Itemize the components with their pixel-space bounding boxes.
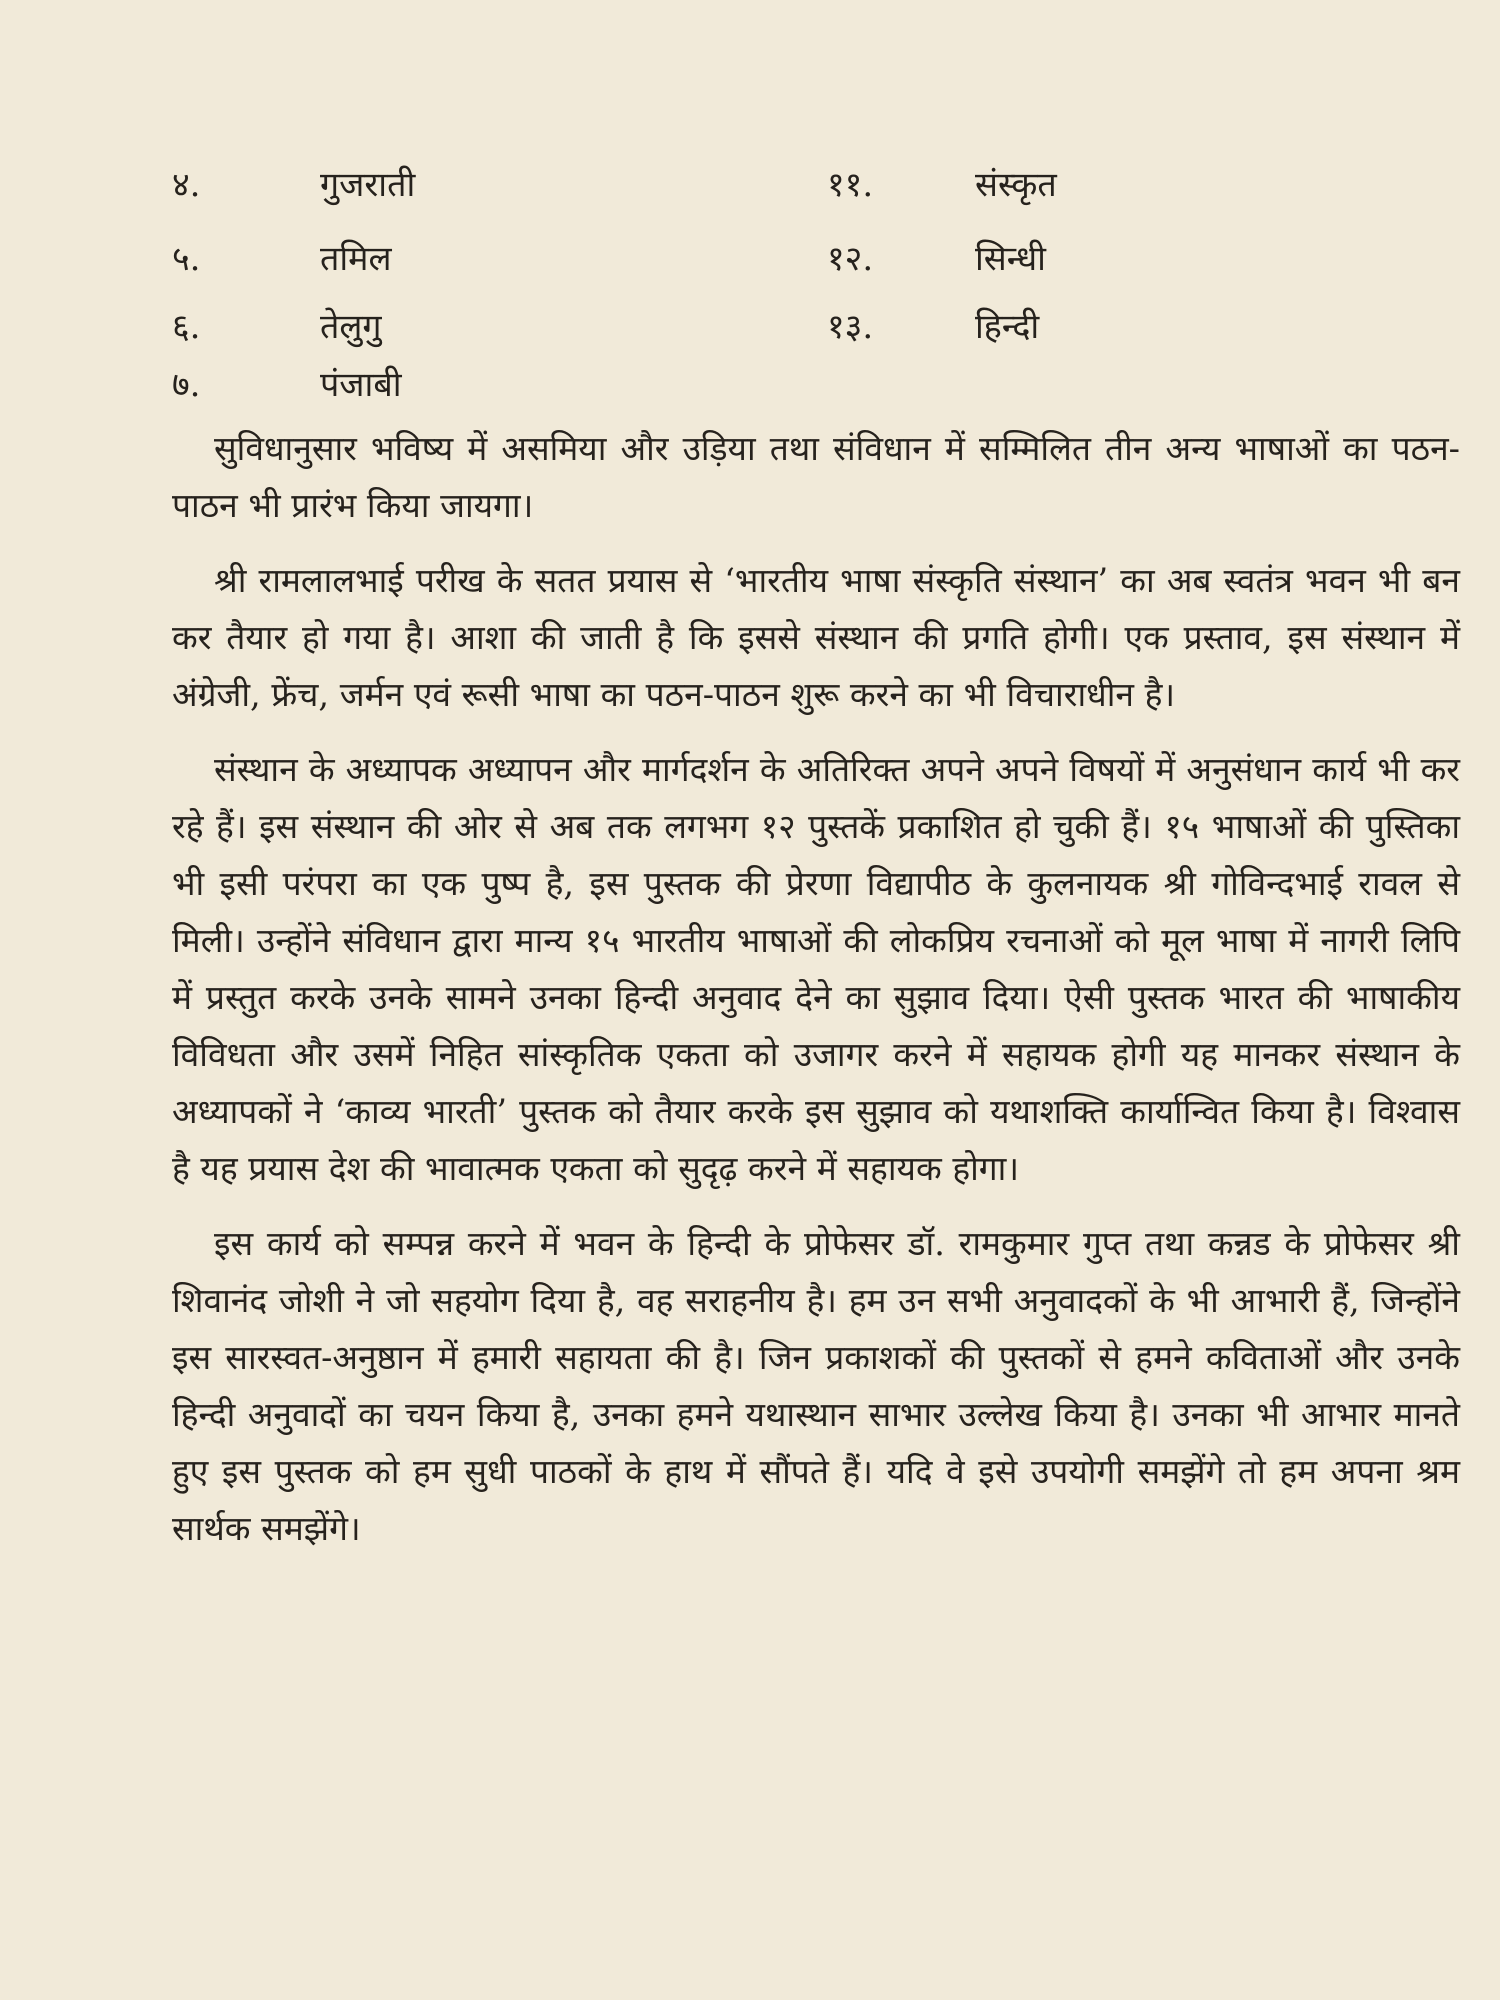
language-number: ११. [827, 165, 874, 205]
language-name: तमिल [320, 239, 392, 279]
language-name: पंजाबी [320, 365, 402, 405]
language-number: ४. [172, 165, 201, 205]
language-number: ५. [172, 239, 201, 279]
paragraph: इस कार्य को सम्पन्न करने में भवन के हिन्दी के प्रोफेसर डॉ. रामकुमार गुप्त तथा कन्नड के प्रोफेसर श्री शिवानंद जोशी ने जो सहयोग दिया है, वह सराहनीय है। हम उन सभी अनुवादकों के भी आभारी हैं, जिन्होंने इस सारस्वत-अनुष्ठान में हमारी सहायता की है। जिन प्रकाशकों की पुस्तकों से हमने कविताओं और उनके हिन्दी अनुवादों का चयन किया है, उनका हमने यथास्थान साभार उल्लेख किया है। उनका भी आभार मानते हुए इस पुस्तक को हम सुधी पाठकों के हाथ में सौंपते हैं। यदि वे इसे उपयोगी समझेंगे तो हम अपना श्रम सार्थक समझेंगे। [172, 1224, 1460, 1548]
language-name: सिन्धी [975, 239, 1046, 279]
language-name: संस्कृत [975, 165, 1057, 205]
language-list [172, 150, 1460, 420]
language-name: हिन्दी [975, 307, 1040, 347]
language-number: ७. [172, 365, 201, 405]
paragraph: श्री रामलालभाई परीख के सतत प्रयास से ‘भारतीय भाषा संस्कृति संस्थान’ का अब स्वतंत्र भवन भी बन कर तैयार हो गया है। आशा की जाती है कि इससे संस्थान की प्रगति होगी। एक प्रस्ताव, इस संस्थान में अंग्रेजी, फ्रेंच, जर्मन एवं रूसी भाषा का पठन-पाठन शुरू करने का भी विचाराधीन है। [172, 561, 1460, 714]
language-name: तेलुगु [320, 307, 382, 347]
language-number: ६. [172, 307, 201, 347]
language-name: गुजराती [320, 165, 416, 205]
paragraph: सुविधानुसार भविष्य में असमिया और उड़िया तथा संविधान में सम्मिलित तीन अन्य भाषाओं का पठन-पाठन भी प्रारंभ किया जायगा। [172, 429, 1460, 525]
language-number: १३. [827, 307, 874, 347]
language-number: १२. [827, 239, 874, 279]
paragraph: संस्थान के अध्यापक अध्यापन और मार्गदर्शन के अतिरिक्त अपने अपने विषयों में अनुसंधान कार्य भी कर रहे हैं। इस संस्थान की ओर से अब तक लगभग १२ पुस्तकें प्रकाशित हो चुकी हैं। १५ भाषाओं की पुस्तिका भी इसी परंपरा का एक पुष्प है, इस पुस्तक की प्रेरणा विद्यापीठ के कुलनायक श्री गोविन्दभाई रावल से मिली। उन्होंने संविधान द्वारा मान्य १५ भारतीय भाषाओं की लोकप्रिय रचनाओं को मूल भाषा में नागरी लिपि में प्रस्तुत करके उनके सामने उनका हिन्दी अनुवाद देने का सुझाव दिया। ऐसी पुस्तक भारत की भाषाकीय विविधता और उसमें निहित सांस्कृतिक एकता को उजागर करने में सहायक होगी यह मानकर संस्थान के अध्यापकों ने ‘काव्य भारती’ पुस्तक को तैयार करके इस सुझाव को यथाशक्ति कार्यान्वित किया है। विश्वास है यह प्रयास देश की भावात्मक एकता को सुदृढ़ करने में सहायक होगा। [172, 750, 1460, 1188]
